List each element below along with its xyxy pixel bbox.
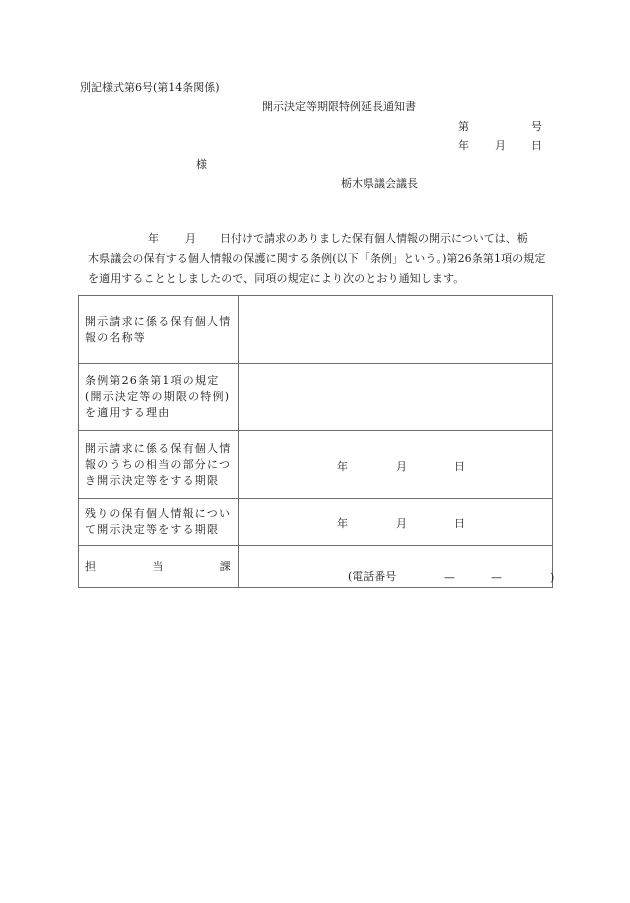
row-label: 残りの保有個人情報について開示決定等をする期限	[79, 499, 239, 546]
number-suffix: 号	[531, 120, 542, 133]
remaining-deadline-day: 日	[454, 517, 465, 530]
row-value-field[interactable]	[239, 364, 553, 431]
deadline-date-field[interactable]	[239, 431, 553, 499]
date-year: 年	[458, 139, 469, 152]
body-text-rest: 木県議会の保有する個人情報の保護に関する条例(以下「条例」という。)第26条第1項の規定を適用することとしましたので、同項の規定により次のとおり通知します。	[88, 252, 546, 285]
number-prefix: 第	[458, 120, 469, 133]
remaining-deadline-date-field[interactable]	[239, 499, 553, 546]
row-label: 開示請求に係る保有個人情報の名称等	[79, 296, 239, 364]
body-paragraph	[90, 229, 552, 289]
phone-dash: —	[491, 570, 502, 584]
document-title: 開示決定等期限特例延長通知書	[262, 100, 416, 113]
table-row	[79, 546, 553, 588]
body-year: 年	[148, 232, 159, 245]
dept-char: 当	[152, 559, 165, 573]
remaining-deadline-month: 月	[396, 517, 407, 530]
remaining-deadline-year: 年	[337, 517, 348, 530]
dept-char: 担	[85, 559, 98, 573]
table-row	[79, 431, 553, 499]
table-row	[79, 499, 553, 546]
body-text-line1: 日付けで請求のありました保有個人情報の開示については、栃	[220, 232, 528, 245]
phone-label: (電話番号	[348, 569, 397, 583]
row-label: 開示請求に係る保有個人情報のうちの相当の部分につき開示決定等をする期限	[79, 431, 239, 499]
date-month: 月	[495, 139, 506, 152]
addressee: 様	[196, 158, 207, 171]
dept-char: 課	[219, 559, 232, 573]
row-value-field[interactable]	[239, 296, 553, 364]
department-field[interactable]	[239, 546, 553, 588]
phone-close-paren: )	[550, 570, 555, 584]
deadline-month: 月	[396, 459, 407, 473]
date-day: 日	[531, 139, 542, 152]
row-label: 条例第26条第1項の規定(開示決定等の期限の特例)を適用する理由	[79, 364, 239, 431]
form-identifier: 別記様式第6号(第14条関係)	[80, 81, 220, 94]
table-row	[79, 364, 553, 431]
body-month: 月	[185, 232, 196, 245]
notice-form-table	[78, 295, 553, 588]
sender: 栃木県議会議長	[341, 177, 418, 190]
phone-number-line	[239, 547, 555, 587]
phone-dash: —	[444, 570, 455, 584]
deadline-day: 日	[454, 459, 465, 473]
row-label-department	[79, 546, 239, 588]
table-row	[79, 296, 553, 364]
deadline-year: 年	[337, 459, 348, 473]
